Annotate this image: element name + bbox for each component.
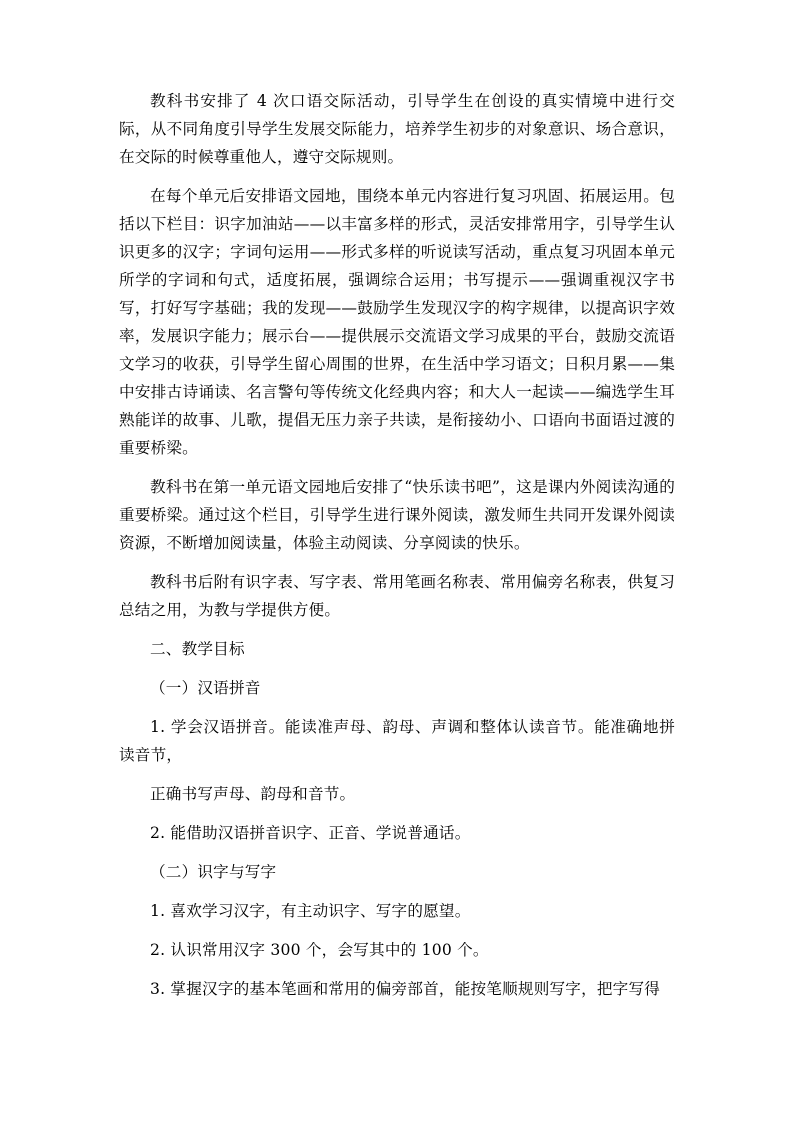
goal-item-pinyin-1: 1. 学会汉语拼音。能读准声母、韵母、声调和整体认读音节。能准确地拼读音节， xyxy=(119,718,675,764)
goal-item-literacy-2: 2. 认识常用汉字 300 个，会写其中的 100 个。 xyxy=(150,941,489,959)
paragraph-oral-communication: 教科书安排了 4 次口语交际活动，引导学生在创设的真实情境中进行交际，从不同角度引导学生发展交际能力，培养学生初步的对象意识、场合意识，在交际的时候尊重他人，遵守交际规则。 xyxy=(119,92,675,166)
subsection-heading-pinyin: （一）汉语拼音 xyxy=(150,679,261,697)
paragraph-appendix-tables: 教科书后附有识字表、写字表、常用笔画名称表、常用偏旁名称表，供复习总结之用，为教与学提供方便。 xyxy=(119,573,675,619)
document-body xyxy=(119,87,675,1014)
goal-item-literacy-3: 3. 掌握汉字的基本笔画和常用的偏旁部首，能按笔顺规则写字，把字写得 xyxy=(150,980,661,998)
goal-item-pinyin-1-continued: 正确书写声母、韵母和音节。 xyxy=(150,785,356,803)
goal-item-literacy-1: 1. 喜欢学习汉字，有主动识字、写字的愿望。 xyxy=(150,902,471,920)
goal-item-pinyin-2: 2. 能借助汉语拼音识字、正音、学说普通话。 xyxy=(150,824,471,842)
paragraph-language-garden: 在每个单元后安排语文园地，围绕本单元内容进行复习巩固、拓展运用。包括以下栏目：识字加油站——以丰富多样的形式，灵活安排常用字，引导学生认识更多的汉字；字词句运用——形式多样的听说读写活动，重点复习巩固本单元所学的字词和句式，适度拓展，强调综合运用；书写提示——强调重视汉字书写，打好写字基础；我的发现——鼓励学生发现汉字的构字规律，以提高识字效率，发展识字能力；展示台——提供展示交流语文学习成果的平台，鼓励交流语文学习的收获，引导学生留心周围的世界，在生活中学习语文；日积月累——集中安排古诗诵读、名言警句等传统文化经典内容；和大人一起读——编选学生耳熟能详的故事、儿歌，提倡无压力亲子共读，是衔接幼小、口语向书面语过渡的重要桥梁。 xyxy=(119,187,675,457)
subsection-heading-literacy-writing: （二）识字与写字 xyxy=(150,863,277,881)
section-heading-teaching-goals: 二、教学目标 xyxy=(150,640,245,658)
paragraph-happy-reading: 教科书在第一单元语文园地后安排了“快乐读书吧”，这是课内外阅读沟通的重要桥梁。通过这个栏目，引导学生进行课外阅读，激发师生共同开发课外阅读资源，不断增加阅读量，体验主动阅读、分享阅读的快乐。 xyxy=(119,478,675,552)
